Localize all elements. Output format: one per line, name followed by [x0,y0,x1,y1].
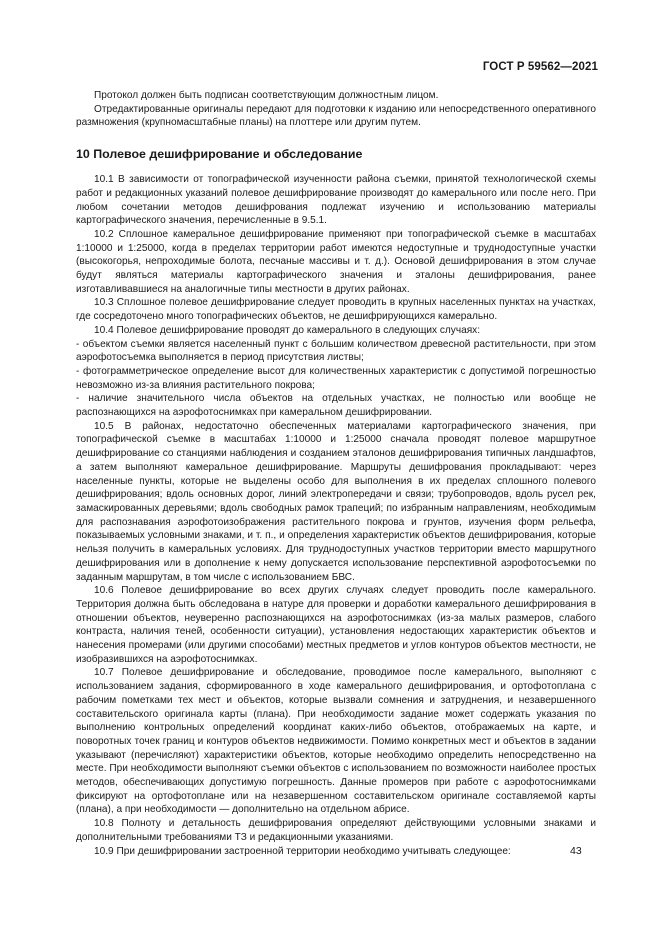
document-body [76,89,596,858]
paragraph-10-3: 10.3 Сплошное полевое дешифрирование следует проводить в крупных населенных пунктах на участках, где сосредоточено много топографических объектов, не дешифрирующихся камерально. [76,297,596,323]
paragraph-10-5: 10.5 В районах, недостаточно обеспеченных материалами картографического значения, при топографической съемке в масштабах 1:10000 и 1:25000 сначала проводят полевое маршрутное дешифрирование со станциями наблюдения и созданием эталонов дешифрирования типичных ландшафтов, а затем выполняют камеральное дешифрирование. Маршруты дешифрования прокладывают: через населенные пункты, которые не выделены особо для выполнения в их пределах сплошного полевого дешифрирования; вдоль основных дорог, линий электропередачи и связи; трубопроводов, вдоль русел рек, замаскированных деревьями; вдоль свободных рамок трапеций; по избранным направлениям, необходимым для распознавания аэрофотоизображения растительного покрова и грунтов, изучения форм рельефа, показываемых условными знаками, и т. п., и определения характеристик объектов дешифрирования, которые нельзя получить в камеральных условиях. Для труднодоступных участков территории вместо маршрутного дешифрирования или в дополнение к нему допускается использование перспективной аэрофотосъемки по заданным маршрутам, в том числе с использованием БВС. [76,420,596,583]
paragraph-10-9: 10.9 При дешифрировании застроенной территории необходимо учитывать следующее: [94,845,511,857]
paragraph-10-8: 10.8 Полноту и детальность дешифрирования определяют действующими условными знаками и дополнительными требованиями ТЗ и редакционными указаниями. [76,818,596,843]
page-number: 43 [570,845,582,857]
paragraph-10-4: 10.4 Полевое дешифрирование проводят до камерального в следующих случаях: [94,324,481,336]
paragraph: Протокол должен быть подписан соответствующим должностным лицом. [94,90,439,101]
list-item: - фотограмметрическое определение высот для количественных характеристик с допустимой погрешностью невозможно из-за влияния растительного покрова; [76,365,596,391]
list-item: - наличие значительного числа объектов на отдельных участках, не полностью или вообще не распознающихся на аэрофотоснимках при камеральном дешифрировании. [76,393,596,419]
paragraph-10-7: 10.7 Полевое дешифрирование и обследование, проводимое после камерального, выполняют с использованием задания, сформированного в ходе камерального дешифрирования, и ортофотоплана с рабочим пометками тех мест и объектов, которые вызвали сомнения и затруднения, и незавершенного составительского оригинала карты (плана). При необходимости задание может содержать указания по выполнению контрольных определений координат каких-либо объектов, отображаемых на карте, и поворотных точек границ и контуров объектов недвижимости. Помимо конкретных мест и объектов в задании указывают (перечисляют) характеристики объектов, которые необходимо определить непосредственно на месте. При необходимости выполняют съемки объектов с использованием по возможности наиболее простых методов, обеспечивающих допустимую погрешность. Данные промеров при работе с аэрофотоснимками фиксируют на ортофотоплане или на незавершенном составительском оригинале составляемой карты (плана), а при необходимости — дополнительно на отдельном абрисе. [76,667,596,816]
paragraph-10-2: 10.2 Сплошное камеральное дешифрирование применяют при топографической съемке в масштабах 1:10000 и 1:25000, когда в пределах территории работ имеются недоступные и труднодоступные участки (высокогорья, непроходимые болота, песчаные массивы и т. д.). Основой дешифрирования в этом случае будут являться материалы картографического значения и эталоны дешифрирования, ранее изготавливавшиеся на аналогичные типы местности в других районах. [76,228,596,295]
standard-number: ГОСТ Р 59562—2021 [482,61,598,73]
paragraph-10-6: 10.6 Полевое дешифрирование во всех других случаях следует проводить после камерального. Территория должна быть обследована в натуре для проверки и доработки камерального дешифрирования в отношении объектов, неуверенно распознающихся на аэрофотоснимках (из-за малых размеров, слабого контраста, наличия теней, особенности ситуации), установления недостающих характеристик объектов и нанесения промерами (или другими способами) местных предметов и углов контуров объектов местности, не изобразившихся на аэрофотоснимках. [76,585,596,665]
paragraph: Отредактированные оригиналы передают для подготовки к изданию или непосредственного оперативного размножения (крупномасштабные планы) на плоттере или другим путем. [76,103,596,129]
section-heading: 10 Полевое дешифрирование и обследование [76,147,363,162]
paragraph-10-1: 10.1 В зависимости от топографической изученности района съемки, принятой технологической схемы работ и редакционных указаний полевое дешифрирование производят до камерального или после него. При любом сочетании методов дешифрования подлежат изучению и использованию материалы картографического значения, перечисленные в 9.5.1. [76,174,596,227]
list-item: - объектом съемки является населенный пункт с большим количеством древесной растительности, при этом аэрофотосъемка выполняется в период присутствия листвы; [76,338,596,364]
